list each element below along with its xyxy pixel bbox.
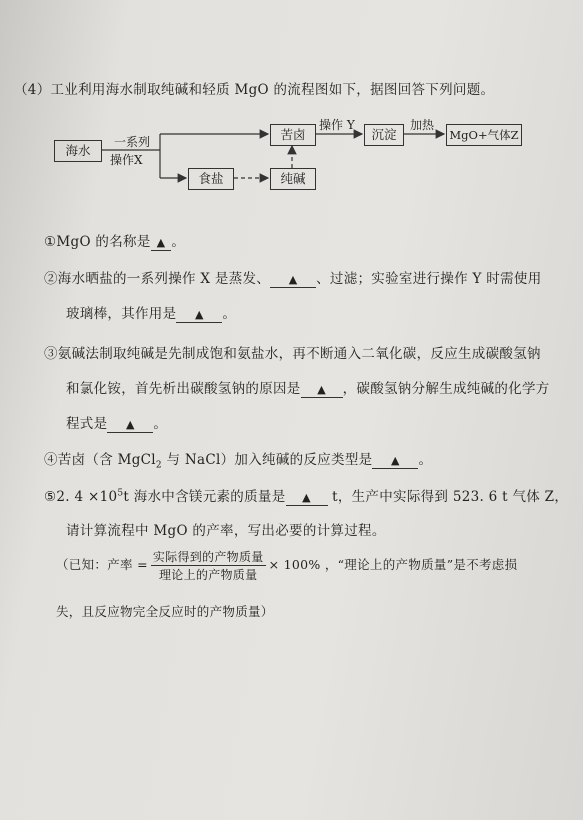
yield-note-line-2: 失，且反应物完全反应时的产物质量） [56, 604, 274, 619]
seawater-box: 海水 [54, 140, 102, 162]
question-2-line-1 [44, 267, 542, 288]
answer-blank[interactable] [270, 271, 316, 288]
q4-subscript: 2 [155, 460, 162, 471]
q3-text-3: 程式是 [66, 416, 108, 432]
question-5-line-1 [44, 485, 568, 506]
question-4 [44, 448, 432, 471]
question-2-line-2 [66, 302, 236, 323]
question-intro: （4）工业利用海水制取纯碱和轻质 MgO 的流程图如下，据图回答下列问题。 [14, 82, 495, 98]
blank-mark: ▲ [391, 454, 400, 467]
q5-text-post: t，生产中实际得到 523. 6 t 气体 Z， [327, 489, 569, 505]
q2-end: 。 [222, 306, 237, 322]
answer-blank[interactable] [372, 452, 418, 469]
op-x-label-1: 一系列 [114, 135, 151, 149]
q5-text-mid: t 海水中含镁元素的质量是 [123, 489, 286, 505]
op-y-label: 操作 Y [319, 118, 355, 132]
blank-mark: ▲ [156, 236, 166, 249]
q1-text: ①MgO 的名称是 [44, 234, 151, 250]
q4-text: ④苦卤（含 MgCl [44, 452, 156, 468]
question-3-line-2 [66, 377, 550, 398]
note-text: （已知：产率 = [56, 557, 148, 572]
answer-blank[interactable] [176, 306, 222, 323]
yield-note-line-1 [56, 548, 517, 583]
fraction-denominator: 理论上的产物质量 [159, 568, 258, 582]
blank-mark: ▲ [317, 383, 326, 396]
fraction-numerator: 实际得到的产物质量 [152, 550, 264, 564]
heat-label: 加热 [410, 118, 435, 132]
question-3-line-3 [66, 412, 167, 433]
q2-text-mid: 、过滤；实验室进行操作 Y 时需使用 [316, 271, 542, 287]
answer-blank[interactable] [107, 416, 153, 433]
product-box: MgO+气体Z [446, 124, 522, 146]
blank-mark: ▲ [302, 491, 311, 504]
question-5-line-2: 请计算流程中 MgO 的产率，写出必要的计算过程。 [66, 523, 386, 539]
yield-fraction [151, 548, 266, 583]
q4-end: 。 [418, 452, 433, 468]
q3-end: 。 [153, 416, 168, 432]
precipitate-box: 沉淀 [364, 124, 404, 146]
q2-text-2: 玻璃棒，其作用是 [66, 306, 177, 322]
note-text-post: × 100% ，“理论上的产物质量”是不考虑损 [268, 557, 518, 572]
blank-mark: ▲ [288, 273, 298, 286]
q4-text-mid: 与 NaCl）加入纯碱的反应类型是 [161, 452, 373, 468]
q3-text-2b: ，碳酸氢钠分解生成纯碱的化学方 [342, 381, 550, 397]
q1-end: 。 [171, 234, 186, 250]
q5-superscript: 5 [117, 488, 124, 499]
answer-blank[interactable] [301, 381, 343, 398]
question-1 [44, 230, 185, 251]
q5-text: ⑤2. 4 ×10 [44, 489, 118, 505]
blank-mark: ▲ [126, 418, 135, 431]
answer-blank[interactable] [286, 489, 328, 506]
op-x-label-2: 操作X [110, 153, 143, 167]
blank-mark: ▲ [195, 308, 204, 321]
q2-text: ②海水晒盐的一系列操作 X 是蒸发、 [44, 271, 271, 287]
q3-text-2: 和氯化铵，首先析出碳酸氢钠的原因是 [66, 381, 301, 397]
bittern-box: 苦卤 [270, 124, 316, 146]
answer-blank[interactable] [151, 234, 172, 251]
salt-box: 食盐 [188, 168, 234, 190]
question-3-line-1: ③氨碱法制取纯碱是先制成饱和氨盐水，再不断通入二氧化碳，反应生成碳酸氢钠 [44, 346, 541, 362]
soda-box: 纯碱 [270, 168, 316, 190]
